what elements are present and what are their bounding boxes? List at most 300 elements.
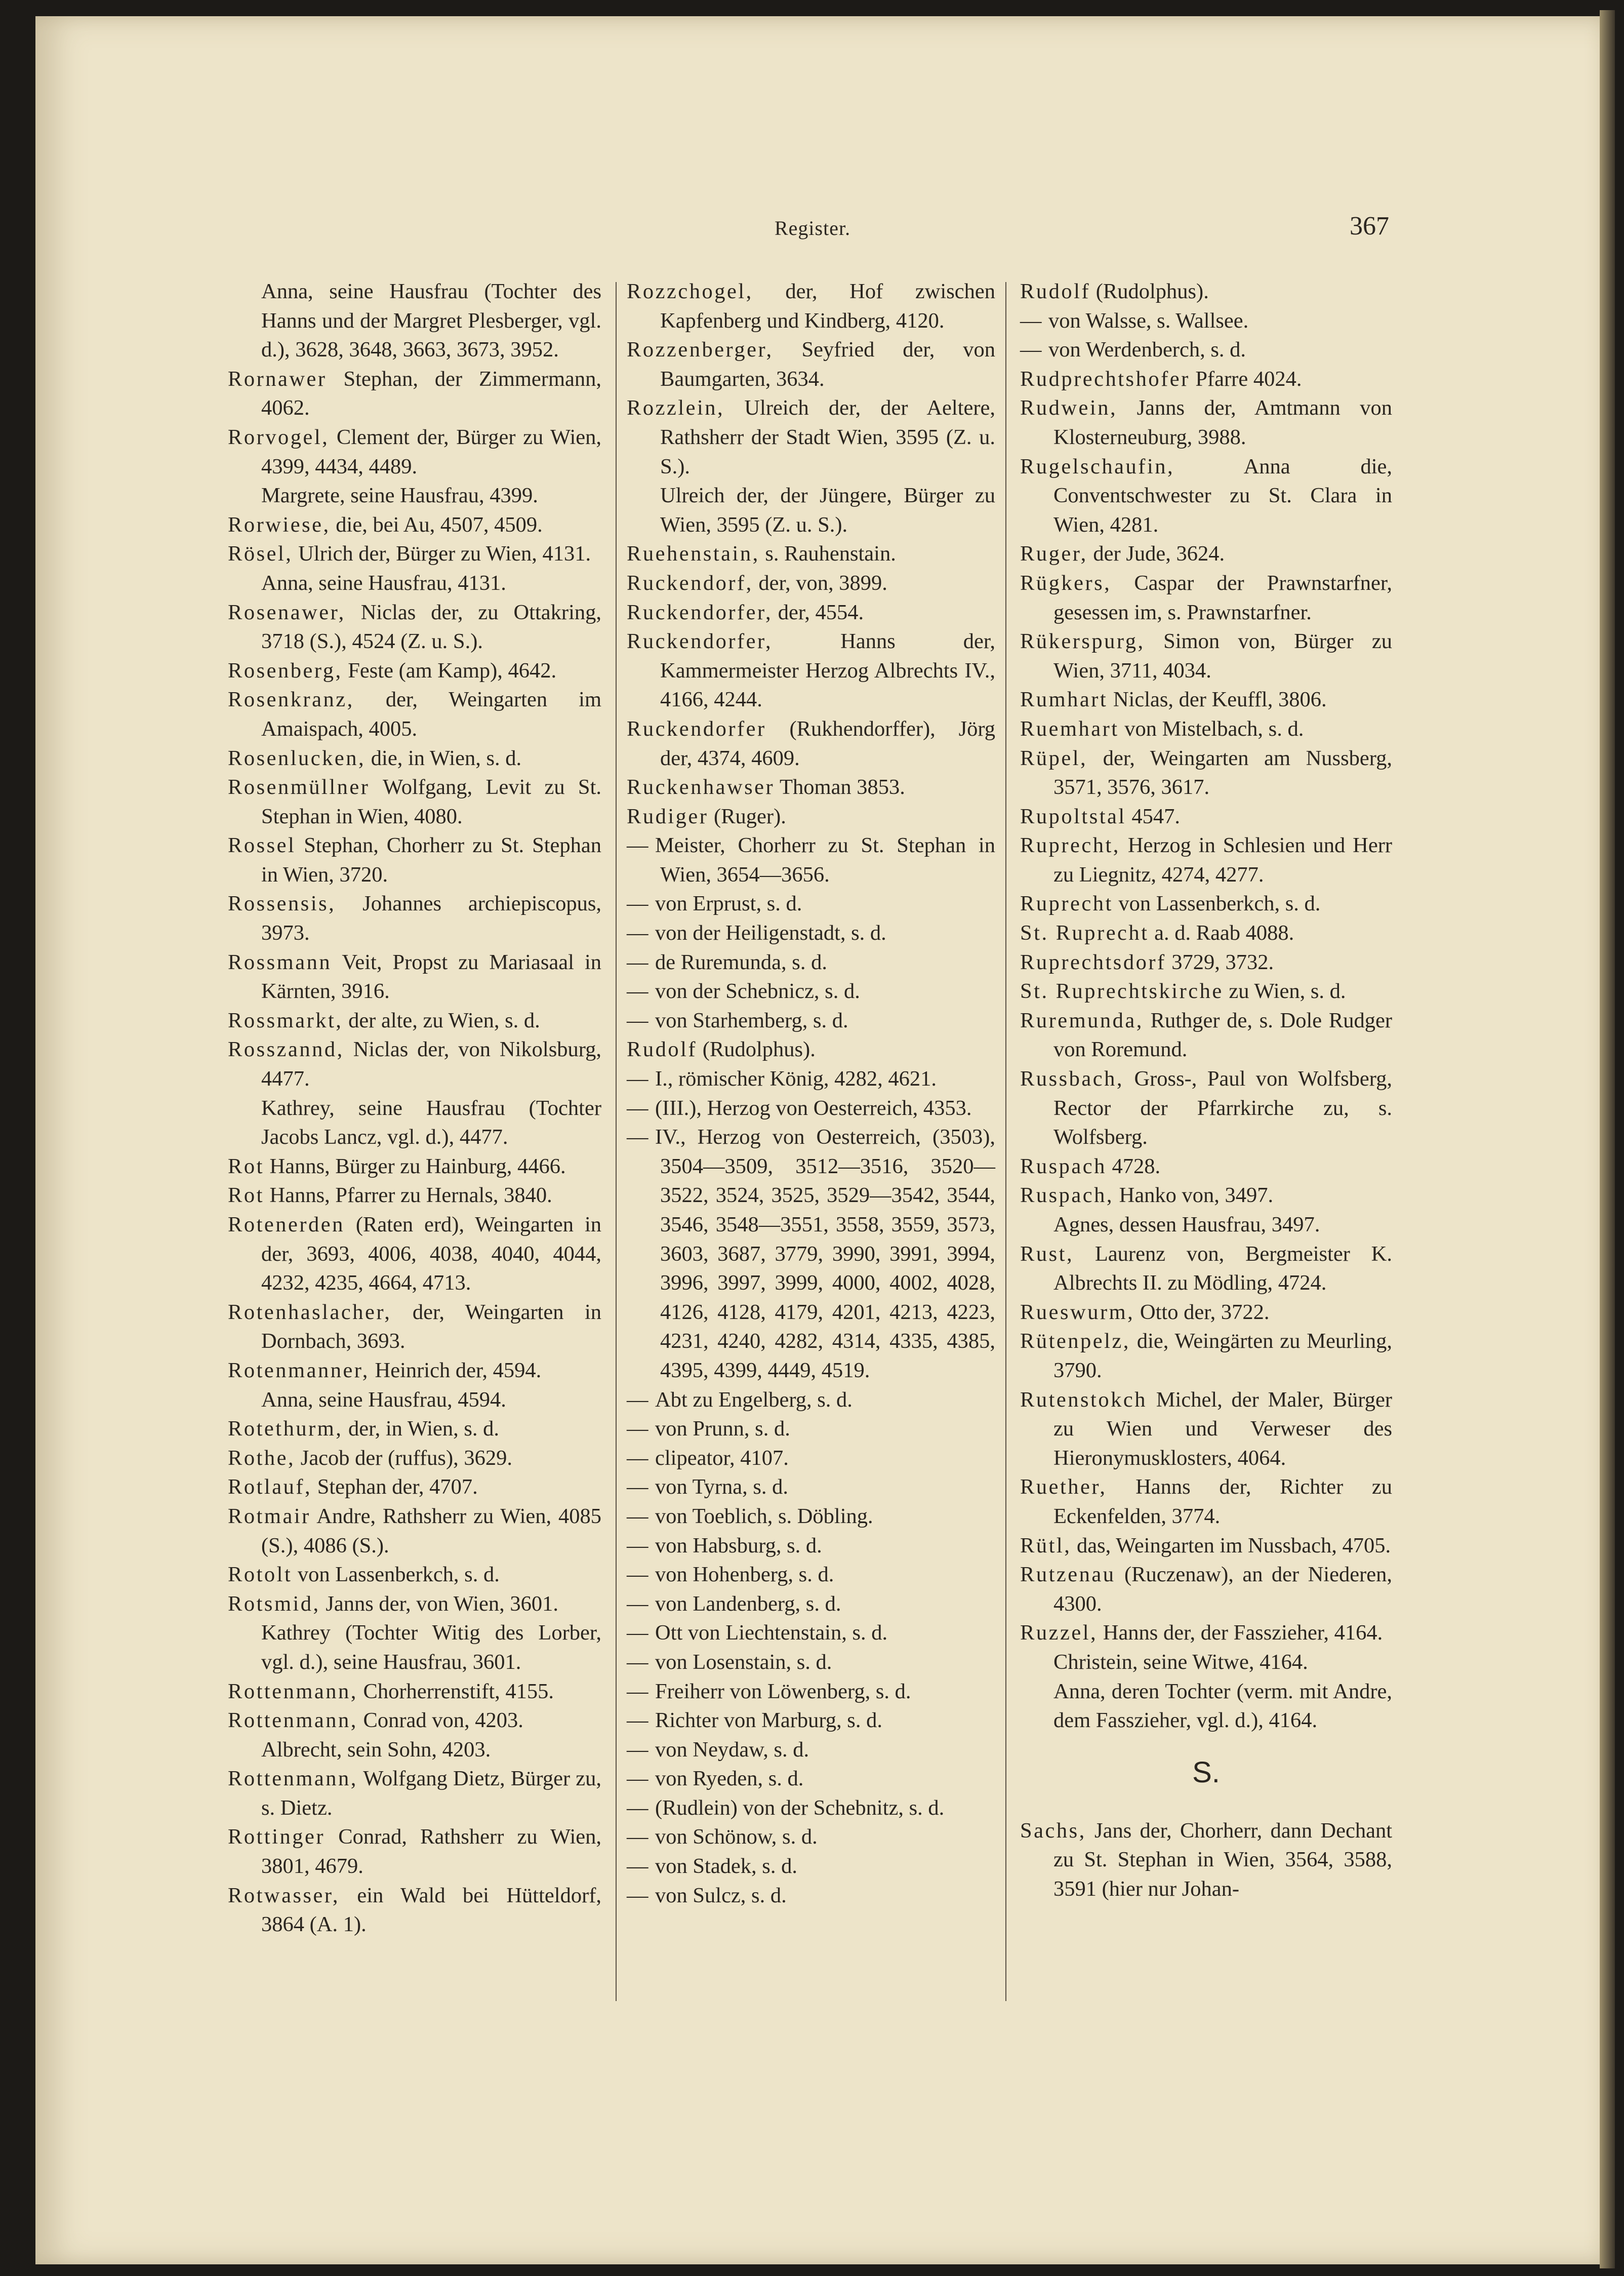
- index-entry-text: (Rudolphus).: [702, 1037, 816, 1062]
- index-headword: Rösel,: [228, 542, 293, 566]
- dash-mark: —: [627, 1504, 648, 1528]
- index-entry-text: von Schönow, s. d.: [655, 1825, 818, 1849]
- index-headword: Rotsmid,: [228, 1591, 320, 1616]
- index-entry-text: Laurenz von, Bergmeister K. Albrechts II. zu Mödling, 4724.: [1053, 1242, 1393, 1295]
- index-entry-text: Johannes archiepiscopus, 3973.: [261, 892, 602, 945]
- index-entry-text: Hanns, Pfarrer zu Hernals, 3840.: [269, 1183, 552, 1208]
- index-entry: [228, 1444, 601, 1473]
- index-entry: [228, 1210, 601, 1298]
- dash-mark: —: [627, 892, 648, 916]
- index-entry-text: Niclas der, von Nikolsburg, 4477.: [261, 1037, 602, 1091]
- index-entry: [1020, 1006, 1392, 1064]
- index-entry-text: von Erprust, s. d.: [655, 892, 802, 916]
- index-entry-text: die, in Wien, s. d.: [371, 746, 522, 770]
- index-entry: [627, 802, 995, 831]
- index-entry-text: de Ruremunda, s. d.: [655, 950, 827, 974]
- index-entry: [627, 1881, 995, 1910]
- index-headword: Rornawer: [228, 367, 327, 391]
- index-entry-text: Ott von Liechtenstain, s. d.: [655, 1621, 888, 1645]
- dash-mark: —: [627, 1737, 648, 1762]
- index-entry-text: der, Weingarten im Amaispach, 4005.: [261, 688, 602, 741]
- index-headword: St. Ruprecht: [1020, 921, 1149, 945]
- index-entry: [627, 1793, 995, 1823]
- index-entry-text: von Mistelbach, s. d.: [1124, 716, 1304, 741]
- index-headword: Rugelschaufin,: [1020, 454, 1175, 478]
- index-entry-text: von Starhemberg, s. d.: [655, 1008, 848, 1032]
- index-entry: [627, 714, 995, 773]
- index-entry-text: das, Weingarten im Nussbach, 4705.: [1076, 1533, 1391, 1558]
- index-entry-text: Heinrich der, 4594.: [375, 1358, 542, 1382]
- index-entry-text: (Ruger).: [714, 804, 786, 828]
- index-entry-text: (Ruczenaw), an der Niederen, 4300.: [1053, 1563, 1392, 1616]
- dash-mark: —: [1020, 308, 1042, 333]
- index-column-1: [228, 277, 601, 1939]
- index-entry-text: Kathrey, seine Hausfrau (Tochter Jacobs Lancz, vgl. d.), 4477.: [261, 1096, 601, 1149]
- index-headword: Rorwiese,: [228, 512, 331, 537]
- index-headword: Rossel: [228, 833, 296, 858]
- index-entry: [228, 539, 601, 569]
- index-entry-text: Andre, Rathsherr zu Wien, 4085 (S.), 4086 (S.).: [261, 1504, 601, 1558]
- index-entry: [228, 569, 601, 598]
- index-entry-text: Anna, seine Hausfrau, 4131.: [261, 571, 506, 595]
- index-entry: [228, 773, 601, 831]
- index-entry: [627, 1531, 995, 1561]
- index-entry-text: der, Weingarten am Nussberg, 3571, 3576, 3617.: [1053, 746, 1393, 800]
- index-entry: [228, 1706, 601, 1735]
- index-headword: Rozzenberger,: [627, 338, 774, 362]
- index-entry: [627, 1618, 995, 1648]
- index-entry-text: (Rukhendorffer), Jörg der, 4374, 4609.: [660, 716, 995, 770]
- index-entry: [627, 919, 995, 948]
- index-entry-text: Richter von Marburg, s. d.: [655, 1708, 882, 1733]
- index-entry: [228, 481, 601, 510]
- index-entry-text: Wolfgang, Levit zu St. Stephan in Wien, 4080.: [261, 775, 601, 828]
- index-entry-text: Anna die, Conventschwester zu St. Clara in Wien, 4281.: [1053, 454, 1393, 537]
- index-entry: [1020, 1152, 1392, 1181]
- index-entry-text: von Landenberg, s. d.: [655, 1591, 841, 1616]
- index-headword: Rutenstokch: [1020, 1387, 1147, 1412]
- index-entry-text: Niclas, der Keuffl, 3806.: [1113, 688, 1327, 712]
- index-entry-text: der, Hof zwischen Kapfenberg und Kindberg, 4120.: [660, 279, 996, 333]
- index-headword: Rudolf: [1020, 279, 1091, 303]
- index-entry-text: Anna, seine Hausfrau, 4594.: [261, 1387, 506, 1412]
- index-entry-text: Clement der, Bürger zu Wien, 4399, 4434, 4489.: [261, 425, 601, 478]
- index-entry: [627, 627, 995, 714]
- index-headword: Rotenmanner,: [228, 1358, 370, 1382]
- index-entry-text: Anna, deren Tochter (verm. mit Andre, dem Fasszieher, vgl. d.), 4164.: [1053, 1679, 1392, 1733]
- index-entry: [228, 1181, 601, 1210]
- index-entry-text: der Jude, 3624.: [1093, 542, 1225, 566]
- index-entry: [627, 1735, 995, 1765]
- index-headword: Rozzlein,: [627, 396, 725, 420]
- index-entry: [228, 1618, 601, 1676]
- index-entry-text: 4728.: [1112, 1154, 1161, 1178]
- index-entry-text: Stephan der, 4707.: [317, 1475, 478, 1499]
- section-letter: S.: [1192, 1755, 1220, 1789]
- index-entry-text: von Toeblich, s. Döbling.: [655, 1504, 873, 1528]
- index-entry: [228, 831, 601, 889]
- index-headword: St. Ruprechtskirche: [1020, 979, 1224, 1004]
- index-entry: [1020, 1677, 1392, 1735]
- index-headword: Ruprecht: [1020, 892, 1113, 916]
- index-entry: [1020, 1240, 1392, 1298]
- index-entry: [627, 569, 995, 598]
- index-entry: [1020, 1385, 1392, 1473]
- index-entry: [1020, 393, 1392, 452]
- index-entry: [228, 1035, 601, 1093]
- running-head: Register.: [775, 217, 851, 239]
- index-entry-text: Hanns der, Richter zu Eckenfelden, 3774.: [1053, 1475, 1392, 1528]
- book-page: [35, 16, 1609, 2264]
- index-headword: Ruckendorfer,: [627, 600, 773, 624]
- index-headword: Rueswurm,: [1020, 1300, 1135, 1324]
- column-rule: [1005, 282, 1006, 2001]
- index-headword: Rotwasser,: [228, 1883, 340, 1907]
- index-entry-text: Kathrey (Tochter Witig des Lorber, vgl. d.), seine Hausfrau, 3601.: [261, 1621, 601, 1674]
- index-entry: [228, 1881, 601, 1939]
- index-headword: Ruckenhawser: [627, 775, 775, 800]
- index-entry: [228, 889, 601, 947]
- dash-mark: —: [627, 1387, 648, 1412]
- index-entry: [627, 1006, 995, 1035]
- index-entry-text: von der Heiligenstadt, s. d.: [655, 921, 886, 945]
- index-entry: [627, 1385, 995, 1415]
- index-entry-text: Jacob der (ruffus), 3629.: [300, 1446, 512, 1470]
- index-entry: [228, 685, 601, 743]
- index-headword: Rosenkranz,: [228, 688, 354, 712]
- index-headword: Ruprecht,: [1020, 833, 1120, 858]
- index-entry-text: von Werdenberch, s. d.: [1048, 338, 1246, 362]
- index-entry: [228, 1414, 601, 1444]
- dash-mark: —: [627, 1854, 648, 1879]
- index-entry: [228, 1472, 601, 1502]
- index-entry: [627, 1764, 995, 1793]
- column-rule: [616, 282, 617, 2001]
- index-entry-text: von der Schebnicz, s. d.: [655, 979, 860, 1004]
- index-entry: [228, 1152, 601, 1181]
- index-entry: [228, 1502, 601, 1560]
- index-headword: Ruemhart: [1020, 716, 1119, 741]
- index-headword: Rossensis,: [228, 892, 336, 916]
- index-entry: [627, 1589, 995, 1619]
- index-entry: [228, 1822, 601, 1881]
- index-entry: [627, 1414, 995, 1444]
- index-headword: Rudolf: [627, 1037, 698, 1062]
- index-entry-text: (Raten erd), Weingarten in der, 3693, 4006, 4038, 4040, 4044, 4232, 4235, 4664, 4713.: [261, 1213, 601, 1295]
- index-entry-text: Gross-, Paul von Wolfsberg, Rector der Pfarrkirche zu, s. Wolfsberg.: [1053, 1067, 1393, 1149]
- dash-mark: —: [627, 1563, 648, 1587]
- index-headword: Ruspach,: [1020, 1183, 1114, 1208]
- index-headword: Rot: [228, 1154, 264, 1178]
- index-entry-text: ein Wald bei Hütteldorf, 3864 (A. 1).: [261, 1883, 602, 1937]
- index-headword: Rotenhaslacher,: [228, 1300, 392, 1324]
- index-headword: Rotmair: [228, 1504, 311, 1528]
- index-entry-text: die, Weingärten zu Meurling, 3790.: [1053, 1329, 1392, 1382]
- index-headword: Rossmarkt,: [228, 1008, 343, 1032]
- dash-mark: —: [627, 1767, 648, 1791]
- index-entry-text: Stephan, der Zimmermann, 4062.: [261, 367, 601, 420]
- index-headword: Rust,: [1020, 1242, 1074, 1266]
- index-entry: [627, 1852, 995, 1881]
- index-entry: [1020, 1531, 1392, 1561]
- index-entry-text: Feste (am Kamp), 4642.: [348, 658, 557, 683]
- index-entry-text: Jans der, Chorherr, dann Dechant zu St. Stephan in Wien, 3564, 3588, 3591 (hier nur Johan-: [1053, 1818, 1393, 1901]
- index-headword: Ruspach: [1020, 1154, 1107, 1178]
- index-entry: [228, 277, 601, 365]
- index-entry: [1020, 365, 1392, 394]
- index-entry: [627, 481, 995, 539]
- index-entry: [627, 1064, 995, 1094]
- book-spine: [1600, 10, 1615, 2268]
- index-headword: Ruckendorfer,: [627, 629, 773, 654]
- page-number: 367: [1350, 212, 1389, 241]
- dash-mark: —: [627, 921, 648, 945]
- index-entry-text: a. d. Raab 4088.: [1154, 921, 1294, 945]
- index-headword: Rotethurm,: [228, 1417, 343, 1441]
- index-entry: [627, 889, 995, 919]
- index-headword: Rothe,: [228, 1446, 296, 1470]
- index-entry-text: (III.), Herzog von Oesterreich, 4353.: [655, 1096, 972, 1120]
- index-headword: Rossmann: [228, 950, 332, 974]
- index-entry: [1020, 1181, 1392, 1210]
- index-entry: [1020, 569, 1392, 627]
- index-headword: Rupoltstal: [1020, 804, 1126, 828]
- index-entry: [1020, 977, 1392, 1006]
- index-entry: [228, 1094, 601, 1152]
- index-entry-text: IV., Herzog von Oesterreich, (3503), 3504—3509, 3512—3516, 3520—3522, 3524, 3525, 3529—3542, 3544, 3546, 3548—3551, 3558, 3559, 3573, 3603, 3687, 3779, 3990, 3991, 3994, 3996, 3997, 3999, 4000, 4002, 4028, 4126, 4128, 4179, 4201, 4213, 4223, 4231, 4240, 4282, 4314, 4335, 4385, 4395, 4399, 4449, 4519.: [655, 1125, 995, 1382]
- index-entry: [627, 539, 995, 569]
- index-entry: [627, 277, 995, 335]
- index-headword: Rutzenau: [1020, 1563, 1116, 1587]
- index-entry-text: Ulrich der, Bürger zu Wien, 4131.: [298, 542, 591, 566]
- index-headword: Ruehenstain,: [627, 542, 760, 566]
- index-entry-text: Hanns der, der Fasszieher, 4164.: [1103, 1621, 1383, 1645]
- index-entry-text: von Neydaw, s. d.: [655, 1737, 809, 1762]
- index-entry: [1020, 1210, 1392, 1240]
- index-headword: Rorvogel,: [228, 425, 330, 449]
- index-entry-text: 3729, 3732.: [1171, 950, 1274, 974]
- index-headword: Rütl,: [1020, 1533, 1072, 1558]
- dash-mark: —: [627, 950, 648, 974]
- index-entry-text: von Tyrna, s. d.: [655, 1475, 789, 1499]
- dash-mark: —: [627, 1125, 648, 1149]
- index-headword: Rot: [228, 1183, 264, 1208]
- index-entry: [1020, 539, 1392, 569]
- index-headword: Rüpel,: [1020, 746, 1088, 770]
- index-entry-text: von Lassenberkch, s. d.: [297, 1563, 500, 1587]
- index-entry-text: I., römischer König, 4282, 4621.: [655, 1067, 937, 1091]
- index-entry: [627, 598, 995, 627]
- index-headword: Russbach,: [1020, 1067, 1124, 1091]
- index-entry-text: Hanns der, Kammermeister Herzog Albrechts IV., 4166, 4244.: [660, 629, 995, 712]
- index-entry-text: der alte, zu Wien, s. d.: [348, 1008, 540, 1032]
- index-headword: Rumhart: [1020, 688, 1108, 712]
- index-headword: Rudwein,: [1020, 396, 1118, 420]
- index-entry-text: Conrad, Rathsherr zu Wien, 3801, 4679.: [261, 1825, 601, 1879]
- index-entry: [1020, 1064, 1392, 1152]
- index-headword: Rudprechtshofer: [1020, 367, 1190, 391]
- index-entry-text: 4547.: [1131, 804, 1180, 828]
- index-entry: [1020, 685, 1392, 714]
- index-entry: [627, 1472, 995, 1502]
- index-entry: [1020, 1560, 1392, 1618]
- dash-mark: —: [627, 1650, 648, 1674]
- index-headword: Rosenmüllner: [228, 775, 370, 800]
- index-entry: [1020, 802, 1392, 831]
- index-headword: Rütenpelz,: [1020, 1329, 1130, 1353]
- index-entry: [627, 335, 995, 393]
- index-entry-text: von Prunn, s. d.: [655, 1417, 790, 1441]
- index-entry-text: Ruthger de, s. Dole Rudger von Roremund.: [1053, 1008, 1392, 1062]
- index-entry-text: Chorherrenstift, 4155.: [363, 1679, 554, 1703]
- index-entry-text: Ulreich der, der Aeltere, Rathsherr der Stadt Wien, 3595 (Z. u. S.).: [660, 396, 996, 478]
- index-entry-text: Niclas der, zu Ottakring, 3718 (S.), 4524 (Z. u. S.).: [261, 600, 601, 654]
- index-headword: Ruckendorfer: [627, 716, 766, 741]
- index-entry-text: Janns der, von Wien, 3601.: [326, 1591, 559, 1616]
- index-headword: Rudiger: [627, 804, 709, 828]
- dash-mark: —: [627, 979, 648, 1004]
- index-entry: [228, 423, 601, 481]
- index-headword: Rottenmann,: [228, 1679, 358, 1703]
- index-entry-text: Ulreich der, der Jüngere, Bürger zu Wien, 3595 (Z. u. S.).: [660, 484, 995, 537]
- index-headword: Rottenmann,: [228, 1767, 358, 1791]
- index-headword: Rosenberg,: [228, 658, 343, 683]
- dash-mark: —: [627, 1008, 648, 1032]
- index-entry-text: clipeator, 4107.: [655, 1446, 789, 1470]
- index-entry: [627, 1822, 995, 1852]
- index-entry: [627, 1123, 995, 1385]
- index-entry-text: der, 4554.: [778, 600, 864, 624]
- index-entry: [1020, 919, 1392, 948]
- index-entry: [228, 1589, 601, 1619]
- index-entry: [627, 393, 995, 481]
- index-entry: [228, 1560, 601, 1589]
- index-entry-text: von Losenstain, s. d.: [655, 1650, 832, 1674]
- index-headword: Rottinger: [228, 1825, 326, 1849]
- dash-mark: —: [627, 1591, 648, 1616]
- index-entry-text: von Walsse, s. Wallsee.: [1048, 308, 1249, 333]
- dash-mark: —: [627, 1795, 648, 1820]
- index-entry: [627, 948, 995, 977]
- index-column-3: [1020, 277, 1392, 1903]
- index-headword: Rottenmann,: [228, 1708, 358, 1733]
- index-entry-text: Michel, der Maler, Bürger zu Wien und Verweser des Hieronymusklosters, 4064.: [1053, 1387, 1392, 1470]
- index-entry-text: Seyfried der, von Baumgarten, 3634.: [660, 338, 995, 391]
- index-entry-text: der, in Wien, s. d.: [348, 1417, 500, 1441]
- index-entry: [627, 977, 995, 1006]
- index-entry-text: die, bei Au, 4507, 4509.: [336, 512, 543, 537]
- index-entry-text: Stephan, Chorherr zu St. Stephan in Wien, 3720.: [261, 833, 602, 887]
- index-entry: [1020, 889, 1392, 919]
- index-entry-text: Meister, Chorherr zu St. Stephan in Wien, 3654—3656.: [655, 833, 995, 887]
- index-entry-text: Thoman 3853.: [780, 775, 905, 800]
- index-headword: Rosenawer,: [228, 600, 346, 624]
- dash-mark: —: [627, 833, 648, 858]
- index-entry: [228, 1006, 601, 1035]
- dash-mark: —: [627, 1825, 648, 1849]
- index-entry: [627, 1502, 995, 1531]
- index-entry-text: Conrad von, 4203.: [363, 1708, 523, 1733]
- index-entry-text: der, Weingarten in Dornbach, 3693.: [261, 1300, 601, 1353]
- index-entry: [228, 1677, 601, 1706]
- index-entry: [1020, 948, 1392, 977]
- index-entry: [1020, 277, 1392, 306]
- index-entry: [1020, 627, 1392, 685]
- index-entry-text: Janns der, Amtmann von Klosterneuburg, 3988.: [1053, 396, 1392, 449]
- index-entry-text: von Ryeden, s. d.: [655, 1767, 804, 1791]
- index-entry: [627, 773, 995, 802]
- index-headword: Rügkers,: [1020, 571, 1112, 595]
- index-entry: [627, 831, 995, 889]
- index-entry-text: der, von, 3899.: [758, 571, 887, 595]
- index-entry-text: Abt zu Engelberg, s. d.: [655, 1387, 852, 1412]
- index-entry-text: Pfarre 4024.: [1195, 367, 1302, 391]
- index-entry-text: Christein, seine Witwe, 4164.: [1053, 1650, 1308, 1674]
- index-entry: [228, 1356, 601, 1385]
- index-headword: Sachs,: [1020, 1818, 1086, 1843]
- index-entry: [1020, 831, 1392, 889]
- index-entry-text: (Rudlein) von der Schebnitz, s. d.: [655, 1795, 945, 1820]
- index-headword: Rozzchogel,: [627, 279, 753, 303]
- index-entry: [1020, 306, 1392, 336]
- index-entry-text: zu Wien, s. d.: [1229, 979, 1346, 1004]
- index-headword: Rotenerden: [228, 1213, 345, 1236]
- index-entry: [1020, 452, 1392, 540]
- index-column-2: [627, 277, 995, 1910]
- index-entry: [627, 1648, 995, 1677]
- dash-mark: —: [627, 1708, 648, 1733]
- index-entry-text: Wolfgang Dietz, Bürger zu, s. Dietz.: [261, 1767, 602, 1820]
- index-entry: [1020, 1816, 1392, 1904]
- index-headword: Ruremunda,: [1020, 1008, 1144, 1032]
- index-entry-text: Veit, Propst zu Mariasaal in Kärnten, 3916.: [261, 950, 601, 1004]
- index-entry-text: Herzog in Schlesien und Herr zu Liegnitz, 4274, 4277.: [1053, 833, 1392, 887]
- index-entry: [1020, 1298, 1392, 1327]
- index-headword: Rosenlucken,: [228, 746, 366, 770]
- index-entry: [627, 1444, 995, 1473]
- index-entry: [627, 1677, 995, 1706]
- index-entry-text: s. Rauhenstain.: [765, 542, 896, 566]
- dash-mark: —: [627, 1475, 648, 1499]
- index-headword: Ruether,: [1020, 1475, 1107, 1499]
- index-entry: [228, 510, 601, 540]
- index-entry: [228, 744, 601, 773]
- index-entry-text: Agnes, dessen Hausfrau, 3497.: [1053, 1213, 1320, 1236]
- dash-mark: —: [627, 1621, 648, 1645]
- index-headword: Ruprechtsdorf: [1020, 950, 1166, 974]
- index-entry: [228, 365, 601, 423]
- index-entry-text: Freiherr von Löwenberg, s. d.: [655, 1679, 911, 1703]
- index-entry: [627, 1094, 995, 1123]
- dash-mark: —: [627, 1096, 648, 1120]
- index-entry-text: von Lassenberkch, s. d.: [1118, 892, 1321, 916]
- index-entry-text: Margrete, seine Hausfrau, 4399.: [261, 484, 538, 508]
- index-headword: Rotolt: [228, 1563, 293, 1587]
- index-entry-text: (Rudolphus).: [1095, 279, 1209, 303]
- index-entry-text: Otto der, 3722.: [1140, 1300, 1270, 1324]
- index-entry: [627, 1560, 995, 1589]
- index-entry-text: von Sulcz, s. d.: [655, 1883, 787, 1907]
- index-entry: [228, 948, 601, 1006]
- index-entry: [1020, 1472, 1392, 1531]
- index-headword: Ruckendorf,: [627, 571, 753, 595]
- index-entry-text: Caspar der Prawnstarfner, gesessen im, s. Prawnstarfner.: [1053, 571, 1392, 624]
- index-entry: [228, 1298, 601, 1356]
- index-entry: [228, 1385, 601, 1415]
- index-entry-text: von Stadek, s. d.: [655, 1854, 797, 1879]
- index-headword: Rükerspurg,: [1020, 629, 1145, 654]
- index-entry-text: Simon von, Bürger zu Wien, 3711, 4034.: [1053, 629, 1393, 683]
